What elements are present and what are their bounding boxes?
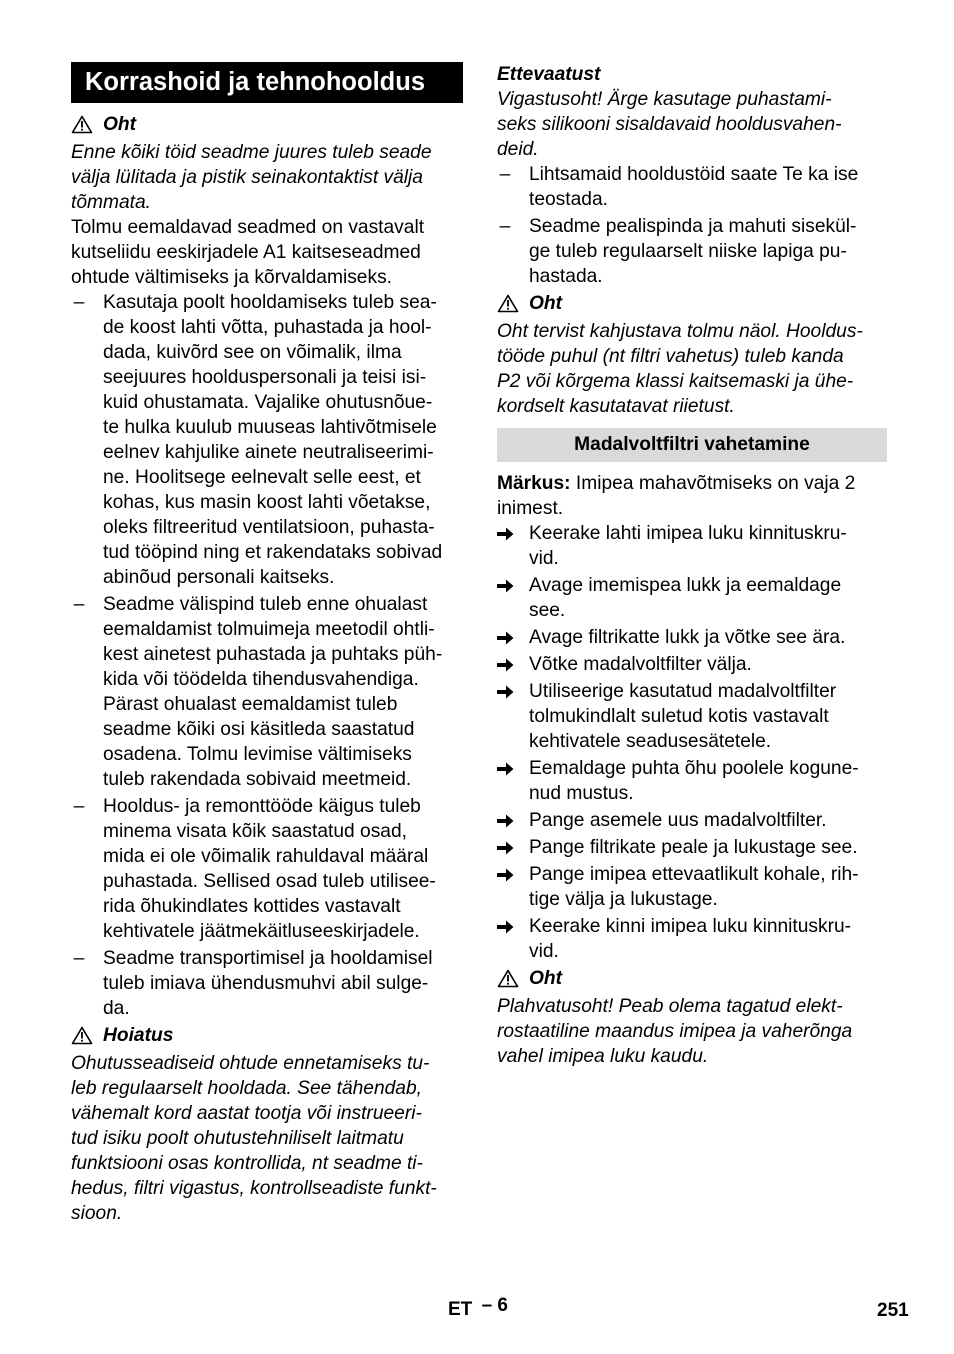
subsection-title: Madalvoltfiltri vahetamine — [497, 428, 887, 462]
warning-triangle-icon — [71, 1026, 93, 1045]
step-item: Pange asemele uus madalvoltfilter. — [497, 808, 887, 833]
step-list — [497, 521, 887, 964]
dash-mark: – — [73, 948, 85, 969]
arrow-right-icon — [497, 762, 514, 776]
arrow-right-icon — [497, 658, 514, 672]
dash-mark: – — [499, 216, 511, 237]
step-item: Keerake kinni imipea luku kinnituskru- vid. — [497, 914, 887, 964]
arrow-right-icon — [497, 685, 514, 699]
list-item: – Seadme transportimisel ja hooldamisel tuleb imiava ühendusmuhvi abil sulge- da. — [71, 946, 463, 1021]
care-list — [497, 162, 887, 289]
warning-text: Ohutusseadiseid ohtude ennetamiseks tu- leb regulaarselt hooldada. See tähendab, vähemalt kord aastat tootja või instrueeri- tud isiku poolt ohutustehniliselt laitmatu funktsiooni osas kontrollida, nt seadme ti- hedus, filtri vigastus, kontrollseadiste funkt- sioon. — [71, 1053, 437, 1224]
intro-paragraph: Tolmu eemaldavad seadmed on vastavalt kutseliidu eeskirjadele A1 kaitseseadmed ohtude vältimiseks ja kõrvaldamiseks. — [71, 217, 425, 288]
warning-text: Enne kõiki töid seadme juures tuleb seade välja lülitada ja pistik seinakontaktist välja tõmmata. — [71, 142, 432, 213]
maintenance-list — [71, 290, 463, 1021]
step-item: Pange filtrikate peale ja lukustage see. — [497, 835, 887, 860]
list-item: – Seadme pealispinda ja mahuti sisekül- ge tuleb regulaarselt niiske lapiga pu- hastada. — [497, 214, 887, 289]
warning-triangle-icon — [497, 294, 519, 313]
warning-triangle-icon — [497, 969, 519, 988]
section-page-number: – 6 — [481, 1295, 508, 1316]
caution-text: Vigastusoht! Ärge kasutage puhastami- seks silikooni sisaldavaid hooldusvahen- deid. — [497, 89, 842, 160]
warning-text: Plahvatusoht! Peab olema tagatud elekt- rostaatiline maandus imipea ja vaherõnga vahel imipea luku kaudu. — [497, 996, 853, 1067]
right-column — [497, 62, 887, 1069]
warning-heading — [497, 966, 887, 991]
warning-text: Oht tervist kahjustava tolmu näol. Hooldus- tööde puhul (nt filtri vahetus) tuleb kanda P2 või kõrgema klassi kaitsemaski ja ühe- kordselt kasutatavat riietust. — [497, 321, 863, 417]
step-item: Utiliseerige kasutatud madalvoltfilter tolmukindlalt suletud kotis vastavalt kehtivatele seadusesätetele. — [497, 679, 887, 754]
page-number: 251 — [877, 1300, 909, 1321]
dash-mark: – — [499, 164, 511, 185]
arrow-right-icon — [497, 631, 514, 645]
arrow-right-icon — [497, 527, 514, 541]
arrow-right-icon — [497, 920, 514, 934]
step-item: Avage filtrikatte lukk ja võtke see ära. — [497, 625, 887, 650]
list-item: – Hooldus- ja remonttööde käigus tuleb minema visata kõik saastatud osad, mida ei ole võimalik rahuldaval määral puhastada. Sellised osad tuleb utilisee- rida õhukindlates kottides vastavalt kehtivatele jäätmekäitluseeskirjadele. — [71, 794, 463, 944]
list-item: – Lihtsamaid hooldustöid saate Te ka ise teostada. — [497, 162, 887, 212]
warning-label: Oht — [529, 293, 563, 314]
warning-label: Oht — [529, 968, 563, 989]
footer-section-marker — [448, 1297, 508, 1322]
arrow-right-icon — [497, 868, 514, 882]
dash-mark: – — [73, 292, 85, 313]
step-item: Eemaldage puhta õhu poolele kogune- nud mustus. — [497, 756, 887, 806]
step-item: Pange imipea ettevaatlikult kohale, rih- tige välja ja lukustage. — [497, 862, 887, 912]
step-item: Keerake lahti imipea luku kinnituskru- vid. — [497, 521, 887, 571]
list-item: – Seadme välispind tuleb enne ohualast eemaldamist tolmuimeja meetodil ohtli- kest ainetest puhastada ja puhtaks püh- kida või töödelda tihendusvahendiga. Pärast ohualast eemaldamist tuleb seadme kõiki osi käsitleda saastatud osadena. Tolmu levimise vältimiseks tuleb rakendada sobivaid meetmeid. — [71, 592, 463, 792]
section-title: Korrashoid ja tehnohooldus — [71, 62, 463, 103]
warning-label: Hoiatus — [103, 1025, 174, 1046]
dash-mark: – — [73, 594, 85, 615]
step-item: Avage imemispea lukk ja eemaldage see. — [497, 573, 887, 623]
language-code: ET — [448, 1299, 473, 1320]
warning-triangle-icon — [71, 115, 93, 134]
list-item: – Kasutaja poolt hooldamiseks tuleb sea- de koost lahti võtta, puhastada ja hool- dada, kuivõrd see on võimalik, ilma seejuures hoolduspersonali ja teisi isi- kuid ohustamata. Vajalike ohutusnõue- te hulka kuulub muuseas lahtivõtmisele eelnev kahjulike ainete neutraliseerimi- ne. Hoolitsege eelnevalt selle eest, et kohas, kus masin koost lahti võetakse, oleks filtreeritud ventilatsioon, puhasta- tud tööpind ning et rakendataks sobivad abinõud personali kaitseks. — [71, 290, 463, 590]
arrow-right-icon — [497, 814, 514, 828]
arrow-right-icon — [497, 841, 514, 855]
warning-heading — [71, 112, 463, 137]
arrow-right-icon — [497, 579, 514, 593]
dash-mark: – — [73, 796, 85, 817]
note-paragraph: Märkus: Imipea mahavõtmiseks on vaja 2 inimest. — [497, 473, 856, 519]
step-item: Võtke madalvoltfilter välja. — [497, 652, 887, 677]
warning-label: Oht — [103, 114, 137, 135]
caution-label: Ettevaatust — [497, 64, 601, 85]
warning-heading — [71, 1023, 463, 1048]
warning-heading — [497, 291, 887, 316]
note-label: Märkus: — [497, 473, 571, 494]
left-column — [71, 62, 463, 1226]
